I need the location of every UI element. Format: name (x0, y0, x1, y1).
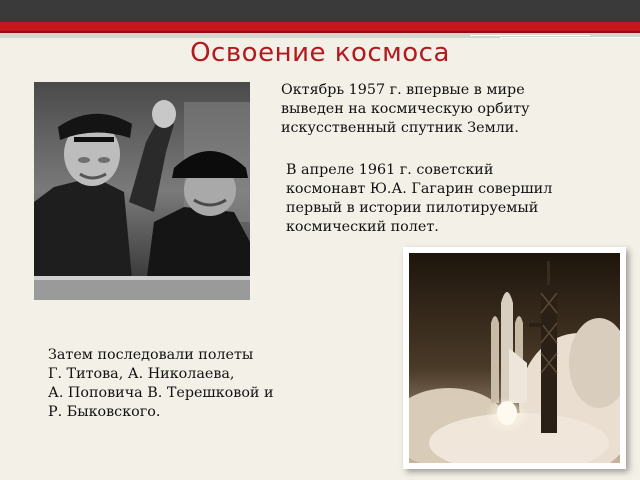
header-highlight-line (470, 35, 590, 36)
photo-rocket-launch (409, 253, 620, 463)
text-gagarin-1961: В апреле 1961 г. советский космонавт Ю.А. Гагарин совершил первый в истории пилотируемый космический полет. (286, 162, 553, 235)
text-sputnik-1957: Октябрь 1957 г. впервые в мире выведен на космическую орбиту искусственный спутник Земли. (281, 82, 530, 136)
slide-title: Освоение космоса (190, 38, 450, 68)
text-following-flights: Затем последовали полеты Г. Титова, А. Николаева, А. Поповича В. Терешковой и Р. Быковского. (48, 347, 274, 420)
header-band-dark (0, 0, 640, 22)
photo-gagarin-khrushchev (34, 82, 250, 300)
header-band-red (0, 22, 640, 31)
